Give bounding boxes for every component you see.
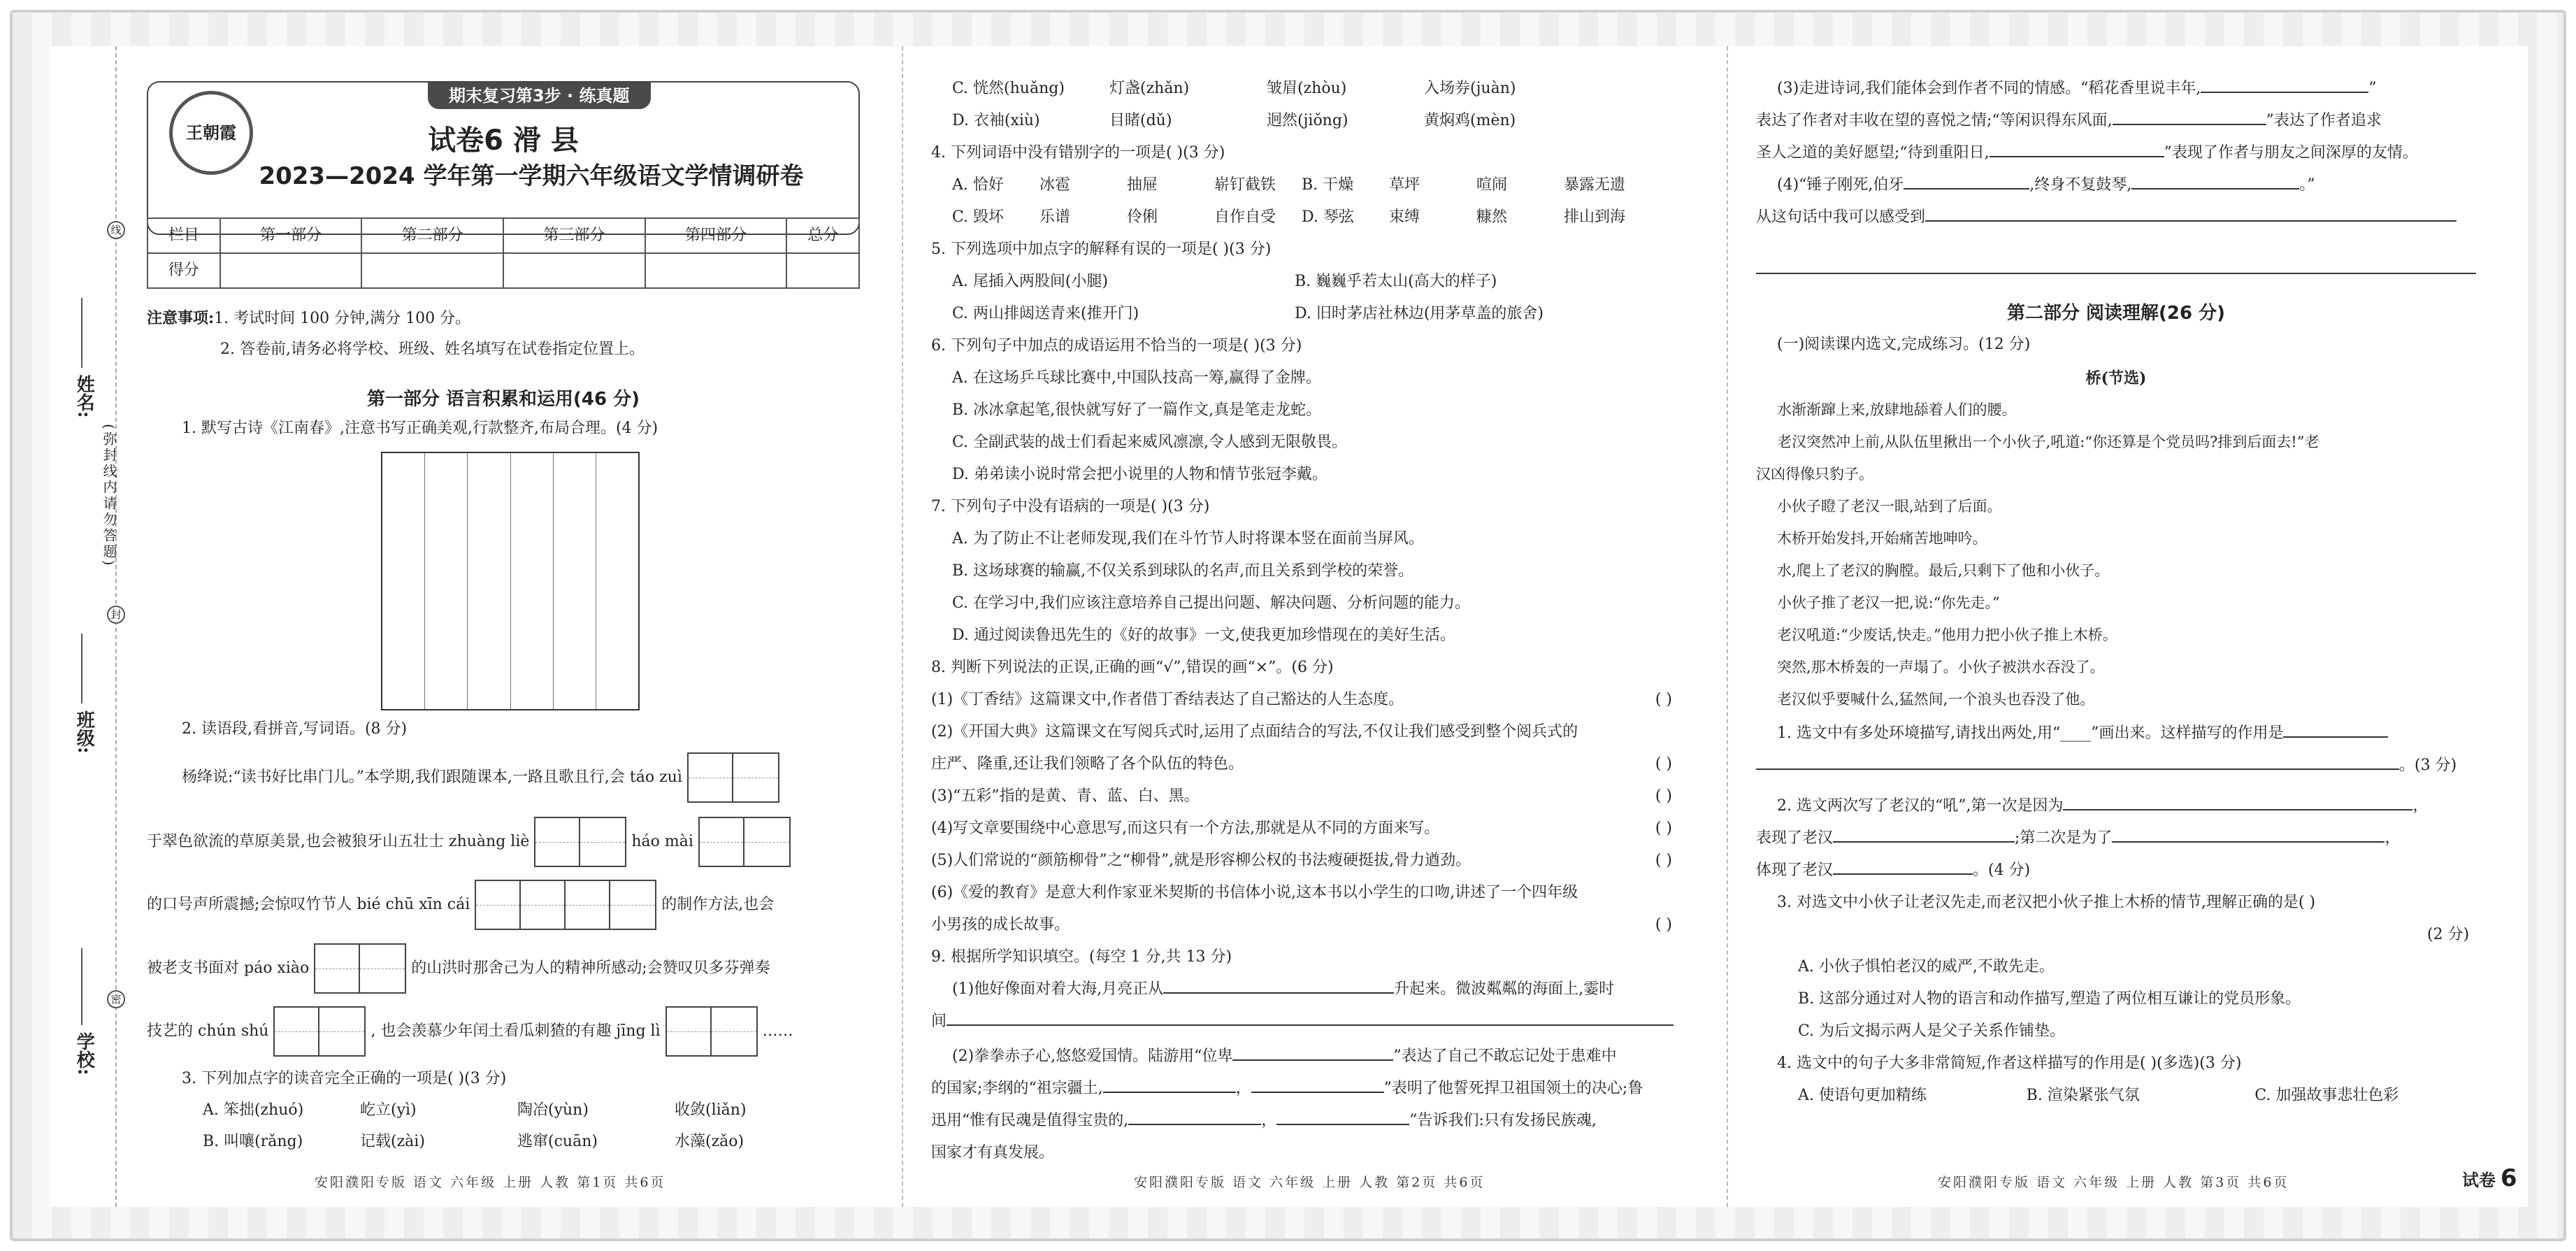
seal-mark-seal: 封 [107, 606, 125, 624]
q7-option-c[interactable]: C. 在学习中,我们应该注意培养自己提出问题、解决问题、分析问题的能力。 [952, 594, 1471, 612]
q3-option-word: 迥然(jiǒng) [1267, 112, 1348, 129]
q9-4-line: (4)“锤子刚死,伯牙 ,终身不复鼓琴, 。” [1777, 173, 2315, 197]
r-text: 体现了老汉 [1756, 862, 1834, 879]
q9-2-line2: 的国家;李纲的“祖宗疆土, ， ”表明了他誓死捍卫祖国领土的决心;鲁 [931, 1077, 1643, 1101]
q4-word: 伶俐 [1127, 208, 1158, 226]
score-header-cell: 第一部分 [220, 218, 362, 253]
paper-number [2462, 1160, 2517, 1197]
reading-paragraph: 老汉吼道:“少废话,快走。”他用力把小伙子推上木桥。 [1777, 627, 2117, 643]
reading-paragraph: 水,爬上了老汉的胸膛。最后,只剩下了他和小伙子。 [1777, 562, 2110, 579]
class-field[interactable] [81, 634, 82, 703]
q2-text: 于翠色欲流的草原美景,也会被狼牙山五壮士 zhuàng liè [147, 833, 530, 850]
q4-word: 乐谱 [1039, 208, 1071, 226]
fill-blank[interactable] [947, 1010, 1674, 1026]
q2-text: háo mài [631, 833, 693, 850]
score-header-cell: 第四部分 [645, 218, 787, 253]
q8-item-3 [931, 785, 1679, 808]
q3-option-word: 黄焖鸡(mèn) [1424, 112, 1516, 129]
fill-blank[interactable] [1128, 1110, 1261, 1125]
q8-text: 庄严、隆重,还让我们领略了各个队伍的特色。 [931, 755, 1244, 773]
r3-score: (2 分) [2427, 926, 2470, 943]
reading-paragraph: 木桥开始发抖,开始痛苦地呻吟。 [1777, 530, 1987, 547]
r-text: ;第二次是为了 [2015, 829, 2113, 847]
q9-text: 从这句话中我可以感受到 [1756, 208, 1926, 226]
q8-prompt: 8. 判断下列说法的正误,正确的画“√”,错误的画“×”。(6 分) [931, 659, 1334, 676]
q8-item-2b [931, 752, 1679, 776]
q3-option-word: 收敛(liǎn) [675, 1101, 747, 1119]
reading-paragraph: 老汉突然冲上前,从队伍里揪出一个小伙子,吼道:“你还算是个党员吗?排到后面去!”老 [1777, 434, 2319, 450]
name-field[interactable] [81, 298, 82, 368]
note-1: 1. 考试时间 100 分钟,满分 100 分。 [214, 310, 471, 327]
q3-options-b [203, 1130, 832, 1154]
fill-blank[interactable] [2283, 722, 2388, 738]
r4-options [1798, 1084, 2483, 1108]
reading-paragraph: 小伙子推了老汉一把,说:“你先走。” [1777, 594, 2000, 611]
school-field[interactable] [81, 948, 82, 1025]
q4-word: 抽屉 [1127, 176, 1158, 194]
q3-option-word: 目睹(dǔ) [1109, 112, 1172, 129]
reading-paragraph: 汉凶得像只豹子。 [1756, 466, 1873, 482]
q8-text: (5)人们常说的“颜筋柳骨”之“柳骨”,就是形容柳公权的书法瘦硬挺拔,骨力遒劲。 [931, 852, 1472, 869]
page-footer: 安阳濮阳专版 语文 六年级 上册 人教 第1页 共6页 [315, 1174, 666, 1190]
q4-word: 自作自受 [1214, 208, 1276, 226]
binding-margin [49, 46, 133, 1207]
q4-word: 束缚 [1389, 208, 1420, 226]
q2-text: 杨绛说:“读书好比串门儿。”本学期,我们跟随课本,一路且歌且行,会 táo zuì [182, 769, 682, 786]
q2-text: …… [762, 1022, 793, 1040]
q4-word: 排山到海 [1564, 208, 1626, 226]
seal-note: (弥封线内请勿答题) [101, 424, 117, 568]
class-label: 班级: [73, 710, 95, 754]
poem-writing-grid[interactable] [381, 452, 640, 710]
q3-option[interactable]: D. 衣袖(xiù) [952, 112, 1040, 129]
r4-option[interactable]: B. 渲染紧张气氛 [2026, 1087, 2140, 1104]
q9-text: (4)“锤子刚死,伯牙 [1777, 176, 1904, 194]
part2-title: 第二部分 阅读理解(26 分) [2006, 303, 2226, 324]
q9-3-line3 [1756, 141, 2418, 165]
q4-option[interactable]: C. 毁坏 [952, 208, 1005, 226]
r-text: 2. 选文两次写了老汉的“吼”,第一次是因为 [1777, 797, 2064, 815]
pinyin-answer-box[interactable] [698, 817, 791, 867]
q3-option-word: 入场券(juàn) [1424, 80, 1516, 97]
seal-mark-line: 线 [107, 221, 125, 239]
pinyin-answer-box[interactable] [534, 817, 626, 867]
q9-text: 圣人之道的美好愿望;“待到重阳日, [1756, 144, 1989, 162]
q2-text: 被老支书面对 páo xiào [147, 959, 310, 977]
part1-title: 第一部分 语言积累和运用(46 分) [366, 389, 640, 410]
fill-blank[interactable] [1756, 755, 2399, 770]
score-cell[interactable] [503, 253, 645, 288]
q7-option-a[interactable]: A. 为了防止不让老师发现,我们在斗竹节人时将课本竖在面前当屏风。 [952, 530, 1424, 548]
q2-line-4 [147, 943, 770, 994]
q8-item-1 [931, 688, 1679, 712]
q9-3-line2 [1756, 109, 2382, 133]
q4-prompt: 4. 下列词语中没有错别字的一项是( )(3 分) [931, 144, 1225, 162]
q1-prompt: 1. 默写古诗《江南春》,注意书写正确美观,行款整齐,布局合理。(4 分) [182, 420, 659, 437]
q9-2-line4: 国家才有真发展。 [931, 1144, 1055, 1161]
exam-title: 试卷6 滑 县 [428, 124, 579, 157]
r1-line2 [1756, 754, 2456, 778]
q3-options-d [952, 109, 1581, 133]
r-text: 。(3 分) [2399, 757, 2457, 774]
q9-1-line2 [931, 1010, 1674, 1034]
q8-text: 小男孩的成长故事。 [931, 916, 1070, 934]
q2-text: 的制作方法,也会 [661, 896, 775, 913]
paper-num: 6 [2501, 1164, 2517, 1193]
seal-mark-secret: 密 [107, 990, 125, 1008]
fill-blank[interactable] [2131, 174, 2299, 190]
page-footer: 安阳濮阳专版 语文 六年级 上册 人教 第2页 共6页 [1134, 1174, 1485, 1190]
q2-line-1 [182, 752, 779, 803]
q9-text: ”表明了他誓死捍卫祖国领土的决心;鲁 [1383, 1080, 1643, 1097]
page-3 [1727, 46, 2528, 1207]
score-table-row [147, 253, 859, 288]
q4-word: 崭钉截铁 [1214, 176, 1276, 194]
r3-option-a[interactable]: A. 小伙子惧怕老汉的威严,不敢先走。 [1798, 958, 2055, 975]
q9-text: ”表达了作者追求 [2266, 112, 2382, 129]
q9-4-line2 [1756, 206, 2456, 229]
answer-paren[interactable]: ( ) [1655, 691, 1672, 708]
q4-option[interactable]: B. 干燥 [1302, 176, 1354, 194]
q3-options-c [952, 77, 1581, 101]
fill-blank[interactable] [1276, 1110, 1409, 1125]
score-header-cell: 第二部分 [361, 218, 503, 253]
q9-1-line [952, 978, 1614, 1001]
q2-text: , 也会羡慕少年闰土看瓜刺猹的有趣 jīng lì [370, 1022, 661, 1040]
pinyin-answer-box[interactable] [475, 880, 656, 930]
reading-intro: (一)阅读课内选文,完成练习。(12 分) [1777, 336, 2031, 353]
q4-option[interactable]: D. 琴弦 [1302, 208, 1354, 226]
step-tab: 期末复习第3步 · 练真题 [428, 83, 651, 109]
reading-title: 桥(节选) [2085, 369, 2147, 387]
reading-paragraph: 小伙子瞪了老汉一眼,站到了后面。 [1777, 498, 2002, 515]
q8-item-4 [931, 817, 1679, 841]
reading-paragraph: 水渐渐蹿上来,放肆地舔着人们的腰。 [1777, 401, 2017, 418]
q8-text: (1)《丁香结》这篇课文中,作者借丁香结表达了自己豁达的人生态度。 [931, 691, 1404, 708]
notes [147, 306, 645, 362]
q9-text: ”表现了作者与朋友之间深厚的友情。 [2164, 144, 2418, 162]
q6-prompt: 6. 下列句子中加点的成语运用不恰当的一项是( )(3 分) [931, 337, 1302, 355]
q9-3-line: (3)走进诗词,我们能体会到作者不同的情感。“稻花香里说丰年, ” [1777, 77, 2377, 101]
score-row-label: 得分 [147, 253, 220, 288]
fill-blank[interactable] [2063, 795, 2412, 810]
pinyin-answer-box[interactable] [273, 1006, 366, 1057]
q3-option-word: 灯盏(zhǎn) [1109, 80, 1190, 97]
q9-text: 表达了作者对丰收在望的喜悦之情;“等闲识得东风面, [1756, 112, 2113, 129]
q5-option-b[interactable]: B. 巍巍乎若太山(高大的样子) [1295, 273, 1497, 290]
q2-prompt: 2. 读语段,看拼音,写词语。(8 分) [182, 720, 408, 738]
score-cell[interactable] [645, 253, 787, 288]
q2-text: 技艺的 chún shú [147, 1022, 269, 1040]
q9-text: ”表达了自己不敢忘记处于患难中 [1393, 1048, 1617, 1065]
q5-option-a[interactable]: A. 尾插入两股间(小腿) [952, 273, 1109, 290]
r4-prompt: 4. 选文中的句子大多非常简短,作者这样描写的作用是( )(多选)(3 分) [1777, 1055, 2242, 1072]
q3-option-word: 屹立(yì) [360, 1101, 417, 1119]
q3-prompt: 3. 下列加点字的读音完全正确的一项是( )(3 分) [182, 1070, 507, 1087]
notes-title: 注意事项: [147, 309, 215, 327]
score-cell[interactable] [786, 253, 859, 288]
q3-option-word: 逃窜(cuān) [517, 1133, 598, 1150]
fill-blank[interactable] [1833, 859, 1973, 875]
exam-paper [49, 46, 2528, 1207]
reading-paragraph: 老汉似乎要喊什么,猛然间,一个浪头也吞没了他。 [1777, 691, 2095, 708]
score-cell[interactable] [220, 253, 362, 288]
q5-option-c[interactable]: C. 两山排闼送青来(推开门) [952, 305, 1139, 322]
note-2: 2. 答卷前,请务必将学校、班级、姓名填写在试卷指定位置上。 [220, 341, 645, 359]
q5-prompt: 5. 下列选项中加点字的解释有误的一项是( )(3 分) [931, 241, 1272, 258]
score-header-cell: 总分 [786, 218, 859, 253]
q6-option-a[interactable]: A. 在这场乒乓球比赛中,中国队技高一筹,赢得了金牌。 [952, 369, 1321, 387]
fill-blank[interactable] [1251, 1078, 1384, 1093]
reading-paragraph: 突然,那木桥轰的一声塌了。小伙子被洪水吞没了。 [1777, 659, 2105, 675]
q8-item-2: (2)《开国大典》这篇课文在写阅兵式时,运用了点面结合的写法,不仅让我们感受到整个阅兵式的 [931, 723, 1578, 741]
q4-word: 糠然 [1476, 208, 1508, 226]
r1-line [1777, 722, 2388, 745]
q9-text: 迅用“惟有民魂是值得宝贵的, [931, 1112, 1129, 1129]
q3-option-word: 记载(zài) [360, 1133, 425, 1150]
q3-option-word: 陶冶(yùn) [517, 1101, 589, 1119]
r-text: 1. 选文中有多处环境描写,请找出两处,用“____”画出来。这样描写的作用是 [1777, 724, 2284, 742]
q9-text: 升起来。微波粼粼的海面上,霎时 [1394, 980, 1615, 998]
fill-blank[interactable] [1833, 827, 2015, 843]
q7-prompt: 7. 下列句子中没有语病的一项是( )(3 分) [931, 498, 1210, 515]
q4-options-cd [952, 206, 1651, 229]
fill-blank[interactable] [2112, 827, 2384, 843]
fill-blank[interactable] [2113, 110, 2266, 125]
r3-option-b[interactable]: B. 这部分通过对人物的语言和动作描写,塑造了两位相互谦让的党员形象。 [1798, 990, 2301, 1008]
r-text: 。(4 分) [1973, 862, 2031, 879]
school-label: 学校: [73, 1032, 95, 1075]
q9-text: (3)走进诗词,我们能体会到作者不同的情感。“稻花香里说丰年, [1777, 80, 2201, 97]
score-header-cell: 栏目 [147, 218, 220, 253]
name-label: 姓名: [73, 375, 95, 418]
r2-line2: 表现了老汉 ;第二次是为了 ， [1756, 827, 2400, 850]
fill-blank[interactable] [1232, 1045, 1393, 1061]
seal-line [115, 46, 117, 1207]
q4-word: 草坪 [1389, 176, 1420, 194]
answer-paren[interactable]: ( ) [1655, 787, 1672, 805]
q2-line-2 [147, 817, 791, 867]
q8-item-5 [931, 849, 1679, 873]
score-header-cell: 第三部分 [503, 218, 645, 253]
page-2 [902, 46, 1706, 1207]
q2-text: 的山洪时那舍己为人的精神所感动;会赞叹贝多芬弹奏 [411, 959, 770, 977]
score-cell[interactable] [361, 253, 503, 288]
page-1 [49, 46, 881, 1207]
q9-text: ”告诉我们:只有发扬民族魂, [1409, 1112, 1597, 1129]
q8-text: (3)“五彩”指的是黄、青、蓝、白、黑。 [931, 787, 1200, 805]
q9-text: 的国家;李纲的“祖宗疆土, [931, 1080, 1103, 1097]
fill-blank[interactable] [1163, 978, 1394, 994]
fill-blank[interactable] [1989, 142, 2164, 157]
q2-line-5 [147, 1006, 793, 1057]
q4-options-ab [952, 173, 1651, 197]
q9-2-line [952, 1045, 1617, 1068]
q4-word: 喧闹 [1476, 176, 1508, 194]
fill-blank[interactable] [1904, 174, 2029, 190]
score-table [147, 217, 860, 289]
q9-text: (2)拳拳赤子心,悠悠爱国情。陆游用“位卑 [952, 1048, 1233, 1065]
q5-option-d[interactable]: D. 旧时茅店社林边(用茅草盖的旅舍) [1295, 305, 1544, 322]
q6-option-b[interactable]: B. 冰冰拿起笔,很快就写好了一篇作文,真是笔走龙蛇。 [952, 401, 1322, 419]
q9-text: ,终身不复鼓琴, [2029, 176, 2132, 194]
q3-options-ab [203, 1099, 832, 1122]
q3-option[interactable]: C. 恍然(huǎng) [952, 80, 1065, 97]
q4-option[interactable]: A. 恰好 [952, 176, 1004, 194]
q6-option-d[interactable]: D. 弟弟读小说时常会把小说里的人物和情节张冠李戴。 [952, 466, 1327, 483]
q6-option-c[interactable]: C. 全副武装的战士们看起来威风凛凛,令人感到无限敬畏。 [952, 434, 1348, 451]
r4-option[interactable]: C. 加强故事悲壮色彩 [2254, 1087, 2399, 1104]
q3-option[interactable]: B. 叫嚷(rǎng) [203, 1133, 303, 1150]
q2-line-3 [147, 880, 774, 930]
fill-blank[interactable] [1756, 249, 2476, 274]
q8-item-6: (6)《爱的教育》是意大利作家亚米契斯的书信体小说,这本书以小学生的口吻,讲述了一个四年级 [931, 884, 1578, 901]
q3-option[interactable]: A. 笨拙(zhuó) [203, 1101, 304, 1119]
q7-option-d[interactable]: D. 通过阅读鲁迅先生的《好的故事》一文,使我更加珍惜现在的美好生活。 [952, 627, 1455, 644]
q8-item-6b [931, 913, 1679, 937]
pinyin-answer-box[interactable] [687, 752, 779, 803]
r-text: 表现了老汉 [1756, 829, 1834, 847]
exam-header [147, 81, 860, 235]
r4-option[interactable]: A. 使语句更加精练 [1798, 1087, 1927, 1104]
q9-prompt: 9. 根据所学知识填空。(每空 1 分,共 13 分) [931, 948, 1232, 966]
page-footer: 安阳濮阳专版 语文 六年级 上册 人教 第3页 共6页 [1938, 1174, 2289, 1190]
r2-line3 [1756, 859, 2030, 882]
q9-text: 间 [931, 1013, 947, 1030]
brand-logo-text: 王朝霞 [186, 122, 236, 143]
q9-text: (1)他好像面对着大海,月亮正从 [952, 980, 1164, 998]
answer-paren[interactable]: ( ) [1655, 820, 1672, 837]
r3-option-c[interactable]: C. 为后文揭示两人是父子关系作铺垫。 [1798, 1022, 2066, 1040]
pinyin-answer-box[interactable] [665, 1006, 758, 1057]
fill-blank[interactable] [2201, 78, 2368, 93]
q2-text: 的口号声所震撼;会惊叹竹节人 bié chū xīn cái [147, 896, 470, 913]
q9-2-line3: 迅用“惟有民魂是值得宝贵的, ， ”告诉我们:只有发扬民族魂, [931, 1109, 1597, 1133]
paper-label: 试卷 [2462, 1170, 2496, 1191]
q4-word: 暴露无遗 [1564, 176, 1626, 194]
r2-line: 2. 选文两次写了老汉的“吼”,第一次是因为 ， [1777, 794, 2429, 818]
q4-word: 冰雹 [1039, 176, 1071, 194]
answer-paren[interactable]: ( ) [1655, 852, 1672, 869]
q8-text: (4)写文章要围绕中心意思写,而这只有一个方法,那就是从不同的方面来写。 [931, 820, 1440, 837]
q3-option-word: 水藻(zǎo) [675, 1133, 744, 1150]
answer-paren[interactable]: ( ) [1655, 755, 1672, 773]
q3-option-word: 皱眉(zhòu) [1267, 80, 1347, 97]
exam-subtitle: 2023—2024 学年第一学期六年级语文学情调研卷 [259, 162, 804, 190]
fill-blank[interactable] [1925, 206, 2456, 222]
score-table-header [147, 218, 859, 253]
fill-blank[interactable] [1103, 1078, 1236, 1093]
r3-prompt: 3. 对选文中小伙子让老汉先走,而老汉把小伙子推上木桥的情节,理解正确的是( ) [1777, 894, 2316, 911]
q7-option-b[interactable]: B. 这场球赛的输赢,不仅关系到球队的名声,而且关系到学校的荣誉。 [952, 562, 1414, 580]
answer-paren[interactable]: ( ) [1655, 916, 1672, 934]
pinyin-answer-box[interactable] [314, 943, 406, 994]
